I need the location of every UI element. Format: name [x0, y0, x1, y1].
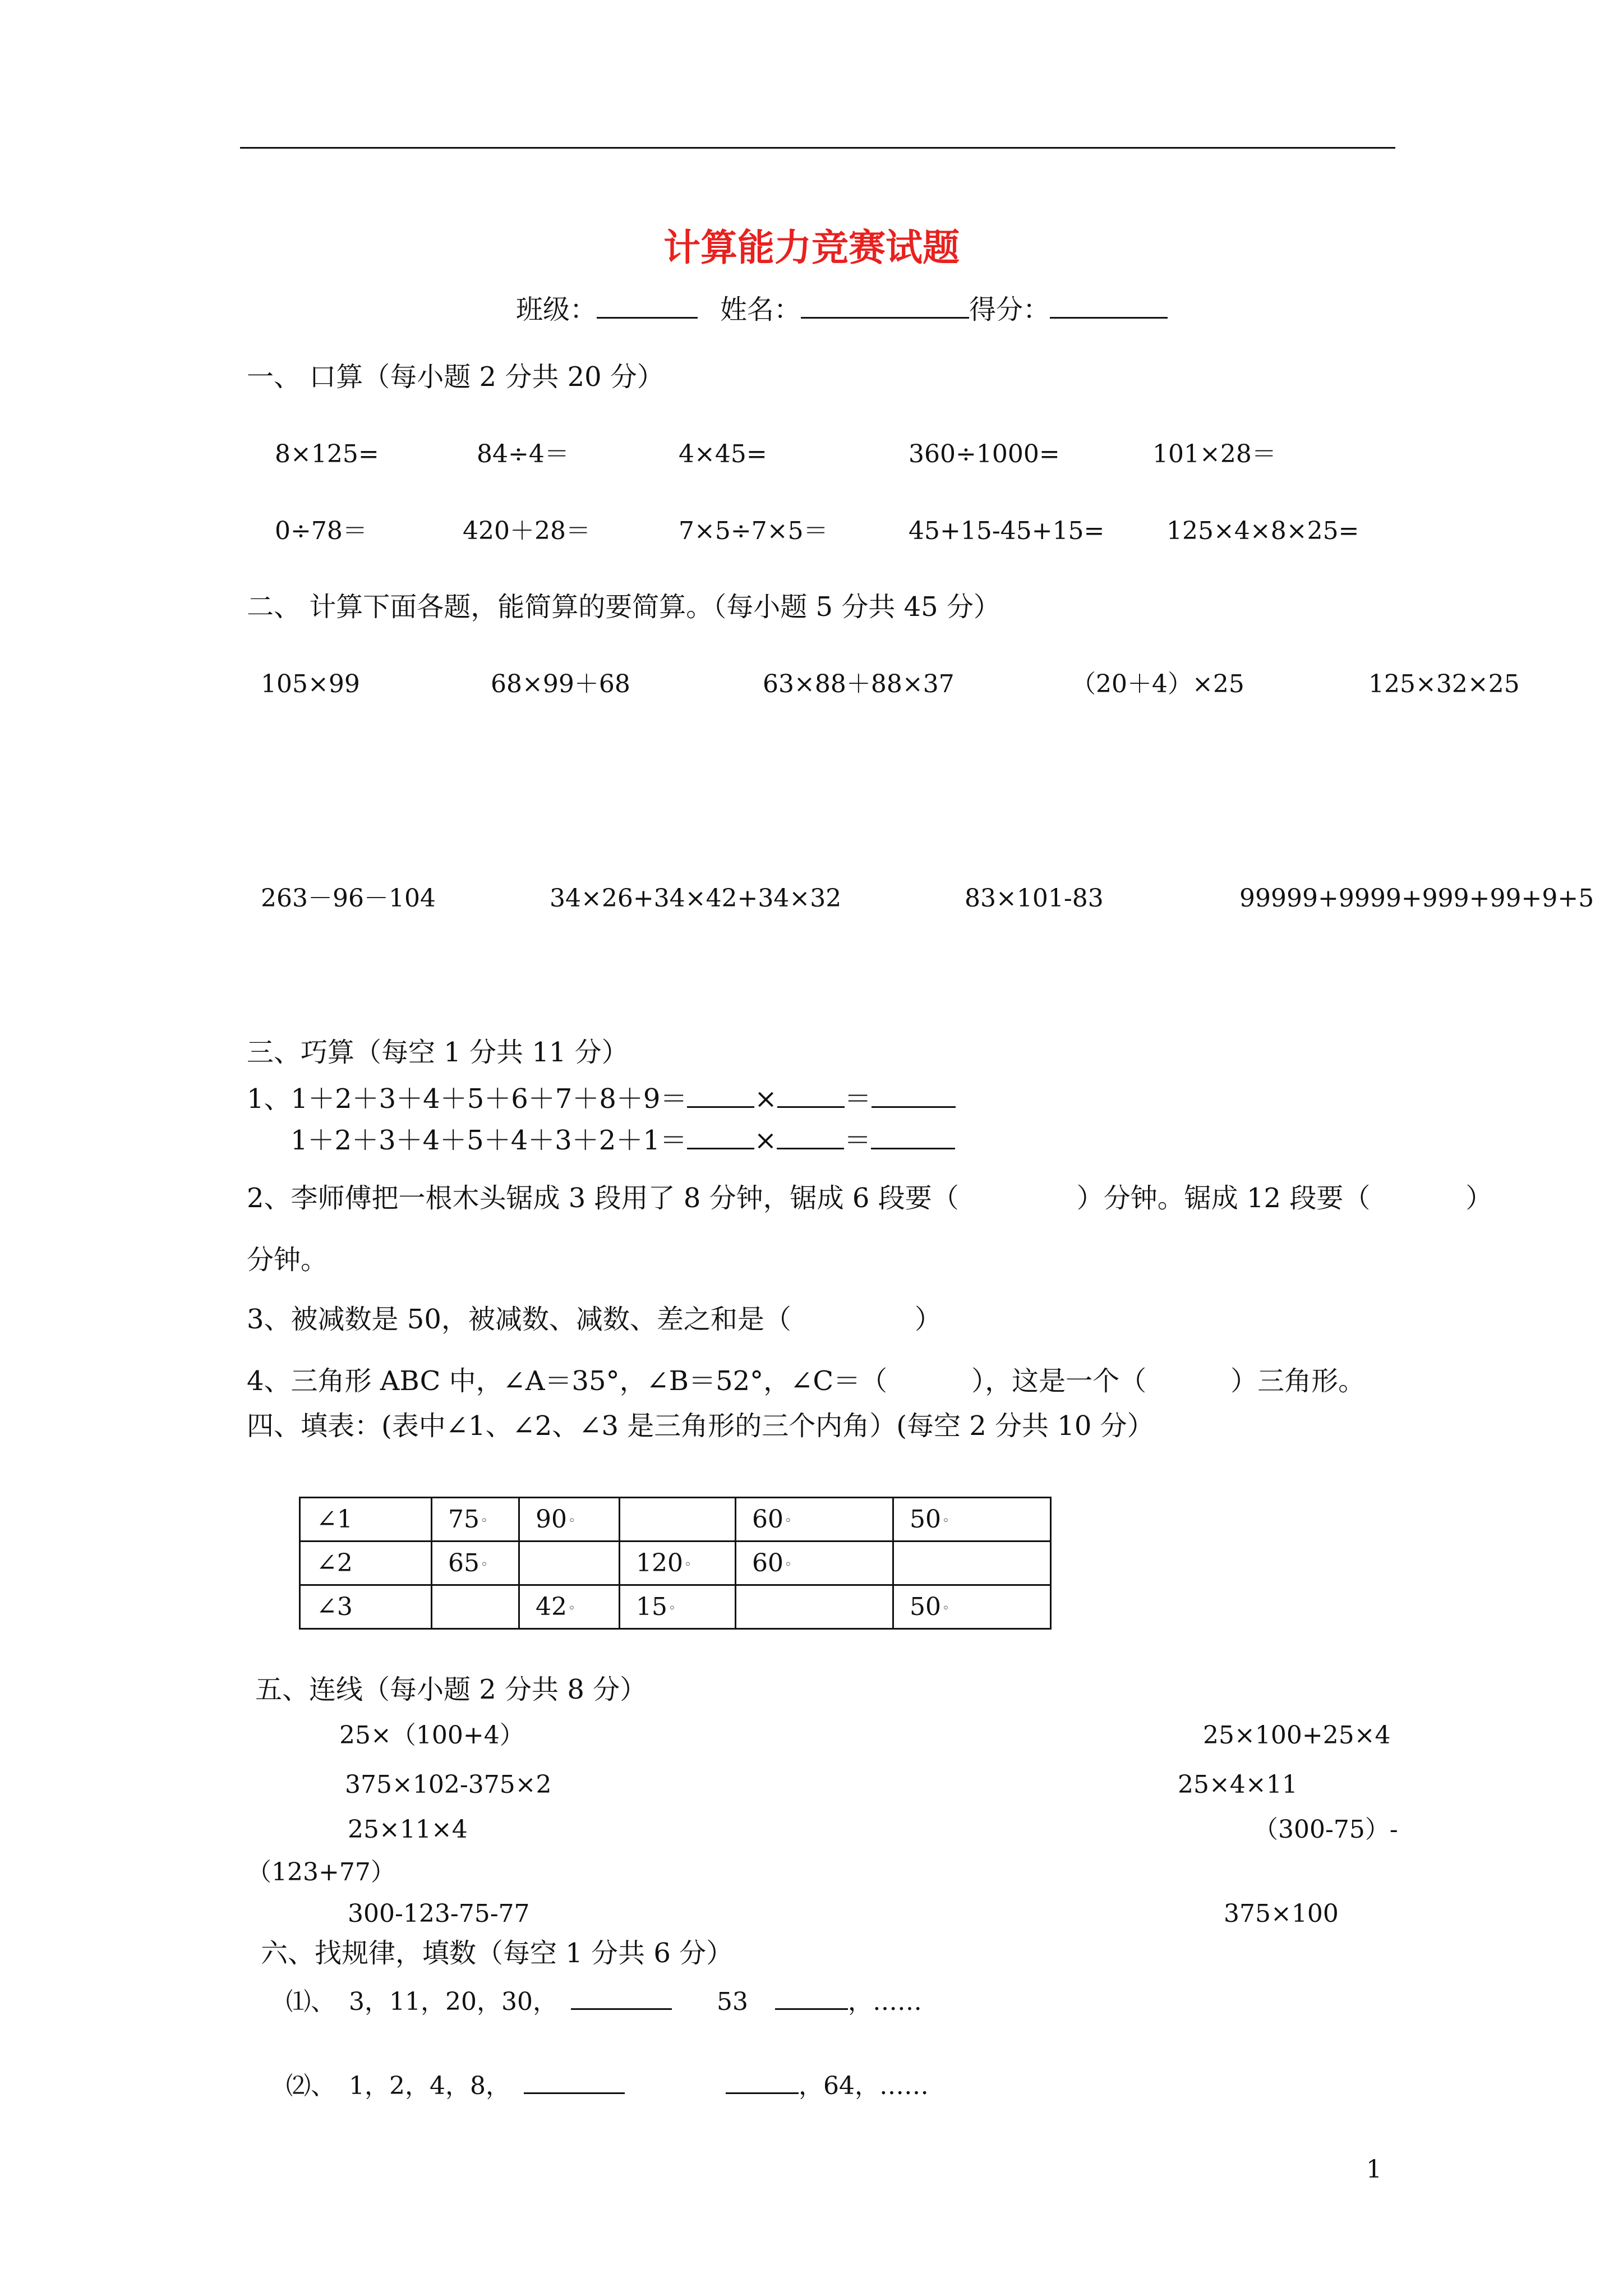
s1-item: 8×125=: [275, 440, 379, 468]
match-right-item[interactable]: （300-75）-: [1253, 1815, 1398, 1844]
match-right-wrap: （123+77）: [247, 1858, 395, 1887]
match-right-item[interactable]: 25×4×11: [1178, 1770, 1298, 1799]
table-row: [300, 1585, 1051, 1629]
s2-item: 263－96－104: [261, 884, 436, 913]
answer-blank[interactable]: [777, 1125, 844, 1149]
s2-item: 34×26+34×42+34×32: [550, 884, 842, 913]
table-cell: 90◦: [519, 1498, 620, 1542]
answer-blank[interactable]: [871, 1125, 955, 1149]
s3-q4: 4、三角形 ABC 中，∠A＝35°，∠B＝52°，∠C＝（ ），这是一个（ ）三角形。: [247, 1365, 1366, 1397]
table-cell: 15◦: [620, 1585, 736, 1629]
s3-q2: 2、李师傅把一根木头锯成 3 段用了 8 分钟，锯成 6 段要（ ）分钟。锯成 12 段要（ ）: [247, 1182, 1493, 1214]
score-label: 得分：: [969, 294, 1050, 325]
student-info-line: [516, 295, 1168, 323]
match-left-item[interactable]: 300-123-75-77: [348, 1899, 530, 1928]
table-cell[interactable]: [620, 1498, 736, 1542]
s1-item: 7×5÷7×5＝: [679, 517, 828, 545]
page-title: 计算能力竞赛试题: [663, 226, 960, 269]
section-3-heading: 三、巧算（每空 1 分共 11 分）: [247, 1037, 629, 1068]
answer-blank[interactable]: [687, 1125, 754, 1149]
answer-blank[interactable]: [775, 1986, 848, 2010]
table-cell: 50◦: [893, 1498, 1051, 1542]
s2-item: 83×101-83: [965, 884, 1104, 913]
table-cell: ∠2: [300, 1542, 432, 1585]
table-cell: 42◦: [519, 1585, 620, 1629]
s1-item: 360÷1000=: [909, 440, 1060, 468]
s1-item: 420＋28＝: [463, 517, 591, 545]
table-cell: ∠3: [300, 1585, 432, 1629]
s1-item: 125×4×8×25=: [1166, 517, 1359, 545]
answer-blank[interactable]: [777, 1084, 845, 1108]
table-cell: 60◦: [736, 1542, 893, 1585]
match-left-item[interactable]: 375×102-375×2: [345, 1770, 552, 1799]
s3-q1-line1: 1、1＋2＋3＋4＋5＋6＋7＋8＋9＝ × ＝: [247, 1084, 956, 1112]
table-cell[interactable]: [519, 1542, 620, 1585]
table-cell: ∠1: [300, 1498, 432, 1542]
table-cell[interactable]: [432, 1585, 519, 1629]
section-5-heading: 五、连线（每小题 2 分共 8 分）: [255, 1674, 647, 1705]
answer-blank[interactable]: [571, 1986, 672, 2010]
s2-item: （20＋4）×25: [1071, 670, 1244, 698]
s3-q3: 3、被减数是 50，被减数、减数、差之和是（ ）: [247, 1304, 942, 1335]
class-label: 班级：: [516, 294, 597, 325]
answer-blank[interactable]: [872, 1084, 956, 1108]
s3-q2-cont: 分钟。: [247, 1244, 328, 1276]
s2-item: 99999+9999+999+99+9+5: [1239, 884, 1594, 913]
s1-item: 4×45=: [679, 440, 767, 468]
class-blank[interactable]: [597, 295, 698, 319]
s2-item: 63×88＋88×37: [763, 670, 955, 698]
match-right-item[interactable]: 25×100+25×4: [1203, 1721, 1391, 1750]
match-left-item[interactable]: 25×11×4: [348, 1815, 468, 1844]
angle-table: [299, 1497, 1052, 1630]
name-blank[interactable]: [801, 295, 969, 319]
table-row: [300, 1498, 1051, 1542]
header-rule: [240, 147, 1395, 149]
section-6-heading: 六、找规律，填数（每空 1 分共 6 分）: [261, 1938, 734, 1969]
answer-blank[interactable]: [687, 1084, 754, 1108]
pattern-q2: ⑵、 1，2，4，8， ，64，……: [286, 2070, 929, 2099]
table-row: [300, 1542, 1051, 1585]
answer-blank[interactable]: [524, 2070, 625, 2094]
s2-item: 125×32×25: [1368, 670, 1520, 698]
s1-item: 84÷4＝: [477, 440, 569, 468]
s1-item: 45+15-45+15=: [909, 517, 1105, 545]
pattern-q1: ⑴、 3，11，20，30， 53 ，……: [286, 1986, 922, 2014]
section-4-heading: 四、填表：(表中∠1、∠2、∠3 是三角形的三个内角）(每空 2 分共 10 分）: [247, 1410, 1154, 1442]
section-2-heading: 二、 计算下面各题，能简算的要简算。（每小题 5 分共 45 分）: [247, 591, 1000, 623]
name-label: 姓名：: [720, 294, 801, 325]
section-1-heading: 一、 口算（每小题 2 分共 20 分）: [247, 361, 664, 393]
s1-item: 101×28＝: [1152, 440, 1276, 468]
table-cell[interactable]: [736, 1585, 893, 1629]
table-cell[interactable]: [893, 1542, 1051, 1585]
s1-item: 0÷78＝: [275, 517, 367, 545]
table-cell: 65◦: [432, 1542, 519, 1585]
s2-item: 105×99: [261, 670, 360, 698]
s3-q1-line2: 1＋2＋3＋4＋5＋4＋3＋2＋1＝ × ＝: [291, 1125, 955, 1154]
table-cell: 75◦: [432, 1498, 519, 1542]
page-number: 1: [1366, 2155, 1382, 2184]
match-right-item[interactable]: 375×100: [1224, 1899, 1339, 1928]
table-cell: 120◦: [620, 1542, 736, 1585]
table-cell: 60◦: [736, 1498, 893, 1542]
s2-item: 68×99＋68: [491, 670, 630, 698]
answer-blank[interactable]: [726, 2070, 799, 2094]
table-cell: 50◦: [893, 1585, 1051, 1629]
match-left-item[interactable]: 25×（100+4）: [339, 1721, 524, 1750]
score-blank[interactable]: [1050, 295, 1168, 319]
